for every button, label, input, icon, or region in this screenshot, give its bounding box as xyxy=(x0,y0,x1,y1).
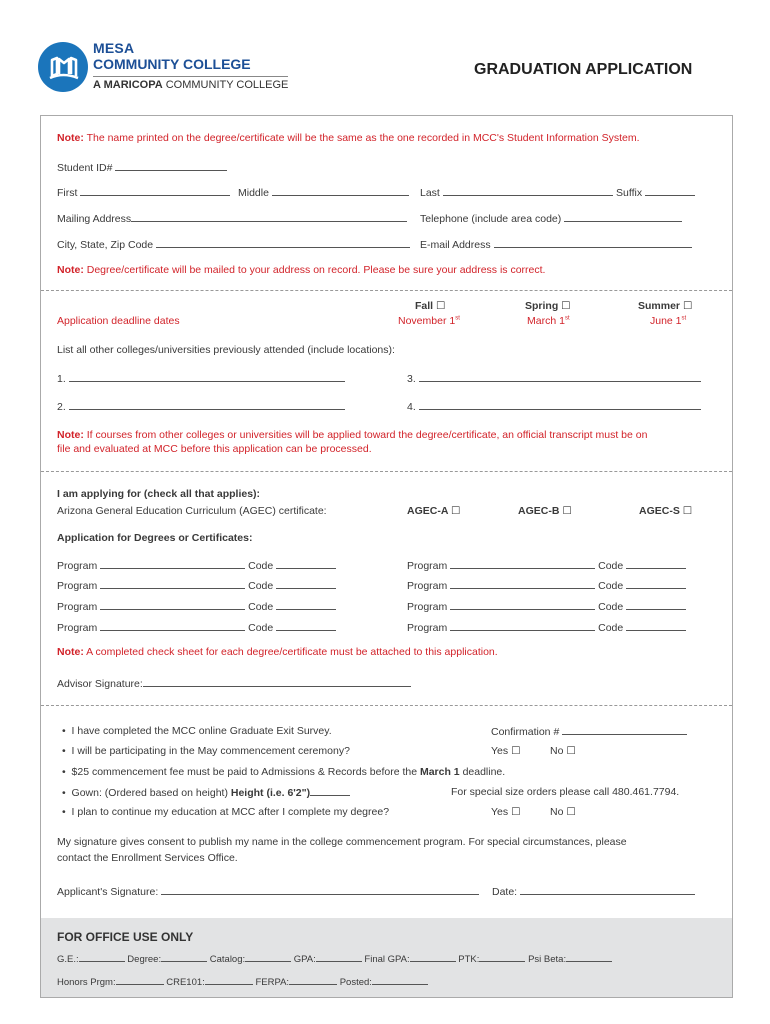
note-transcript-line2: file and evaluated at MCC before this application can be processed. xyxy=(57,443,372,455)
degree-label: Degree: xyxy=(127,954,162,965)
college-2-number: 2. xyxy=(57,401,66,413)
mailing-line[interactable] xyxy=(131,212,407,222)
last-name-field[interactable] xyxy=(420,186,613,199)
code-line[interactable] xyxy=(276,621,336,631)
confirmation-field[interactable] xyxy=(491,725,687,738)
agec-a-option[interactable] xyxy=(407,505,460,517)
yes-label: Yes xyxy=(491,745,509,757)
college-4-field[interactable] xyxy=(407,400,701,413)
height-line[interactable] xyxy=(310,786,350,796)
ordinal-suffix: st xyxy=(564,315,570,322)
logo-sub-rest: COMMUNITY COLLEGE xyxy=(162,79,289,91)
bullet: • xyxy=(62,806,66,818)
honors-label: Honors Prgm: xyxy=(57,977,116,988)
note-text: Degree/certificate will be mailed to your address on record. Please be sure your address is correct. xyxy=(83,264,546,276)
special-size-text: For special size orders please call 480.461.7794. xyxy=(451,786,680,798)
college-2-line[interactable] xyxy=(69,400,345,410)
city-line[interactable] xyxy=(156,238,410,248)
bullet: • xyxy=(62,787,66,799)
program-line[interactable] xyxy=(450,579,595,589)
office-use-heading: FOR OFFICE USE ONLY xyxy=(57,930,194,944)
degrees-heading: Application for Degrees or Certificates: xyxy=(57,532,253,544)
college-3-line[interactable] xyxy=(419,372,701,382)
ordinal-suffix: st xyxy=(455,315,460,322)
final-gpa-label: Final GPA: xyxy=(364,954,410,965)
bullet-gown[interactable] xyxy=(62,786,350,799)
code-label: Code xyxy=(248,560,274,572)
program-line[interactable] xyxy=(100,579,245,589)
note-text: A completed check sheet for each degree/certificate must be attached to this application. xyxy=(83,646,498,658)
office-row-2 xyxy=(57,975,428,988)
agec-s-label: AGEC-S xyxy=(639,505,680,517)
spring-date: March 1 xyxy=(527,315,565,327)
middle-name-field[interactable] xyxy=(238,186,409,199)
program-label: Program xyxy=(57,601,98,613)
logo-text-college: COMMUNITY COLLEGE xyxy=(93,56,251,72)
college-4-line[interactable] xyxy=(419,400,701,410)
note-label: Note: xyxy=(57,429,84,441)
telephone-field[interactable] xyxy=(420,212,682,225)
yes-checkbox[interactable]: ☐ xyxy=(511,806,521,818)
psi-beta-line[interactable] xyxy=(566,952,612,962)
fall-option[interactable] xyxy=(415,300,445,312)
program-line[interactable] xyxy=(100,600,245,610)
catalog-label: Catalog: xyxy=(209,954,246,965)
cre101-label: CRE101: xyxy=(166,977,205,988)
ferpa-label: FERPA: xyxy=(255,977,290,988)
no-label: No xyxy=(550,745,564,757)
code-label: Code xyxy=(598,601,624,613)
spring-checkbox[interactable]: ☐ xyxy=(561,300,571,312)
code-line[interactable] xyxy=(276,559,336,569)
colleges-list-label: List all other colleges/universities previously attended (include locations): xyxy=(57,344,395,356)
final-gpa-line[interactable] xyxy=(410,952,456,962)
no-label: No xyxy=(550,806,564,818)
continue-yes-option[interactable] xyxy=(491,806,520,818)
survey-text: I have completed the MCC online Graduate Exit Survey. xyxy=(71,725,332,737)
code-label: Code xyxy=(248,622,274,634)
note-label: Note: xyxy=(57,646,84,658)
bullet-continue xyxy=(62,806,389,818)
advisor-signature-field[interactable] xyxy=(57,677,411,690)
agec-a-checkbox[interactable]: ☐ xyxy=(450,505,461,517)
advisor-label: Advisor Signature: xyxy=(57,678,143,690)
program-line[interactable] xyxy=(450,621,595,631)
program-row[interactable] xyxy=(57,600,336,613)
height-label: Height (i.e. 6'2") xyxy=(230,787,311,799)
program-row[interactable] xyxy=(57,559,336,572)
code-line[interactable] xyxy=(626,600,686,610)
suffix-label: Suffix xyxy=(616,187,643,199)
program-row[interactable] xyxy=(57,621,336,634)
ferpa-line[interactable] xyxy=(289,975,337,985)
logo-text-mesa: MESA xyxy=(93,40,135,56)
city-state-zip-field[interactable] xyxy=(57,238,410,251)
college-3-field[interactable] xyxy=(407,372,701,385)
bullet-ceremony xyxy=(62,745,350,757)
page-title: GRADUATION APPLICATION xyxy=(474,61,693,78)
ceremony-no-option[interactable] xyxy=(550,745,576,757)
fee-text-end: deadline. xyxy=(459,766,506,778)
suffix-line[interactable] xyxy=(645,186,695,196)
applicant-signature-field[interactable] xyxy=(57,885,479,898)
ptk-line[interactable] xyxy=(479,952,525,962)
agec-b-label: AGEC-B xyxy=(518,505,560,517)
code-label: Code xyxy=(248,601,274,613)
fall-date: November 1 xyxy=(398,315,456,327)
bullet-fee xyxy=(62,766,505,778)
degree-line[interactable] xyxy=(161,952,207,962)
program-label: Program xyxy=(57,560,98,572)
yes-checkbox[interactable]: ☐ xyxy=(511,745,521,757)
agec-s-option[interactable] xyxy=(639,505,692,517)
email-line[interactable] xyxy=(494,238,692,248)
first-label: First xyxy=(57,187,78,199)
telephone-line[interactable] xyxy=(564,212,682,222)
bullet-survey xyxy=(62,725,332,737)
section-divider xyxy=(41,471,732,472)
section-divider xyxy=(41,290,732,291)
ceremony-yes-option[interactable] xyxy=(491,745,520,757)
spring-deadline xyxy=(527,315,570,327)
code-label: Code xyxy=(598,560,624,572)
program-label: Program xyxy=(57,580,98,592)
code-label: Code xyxy=(598,580,624,592)
date-label: Date: xyxy=(492,886,518,898)
spring-label: Spring xyxy=(525,300,559,312)
continue-text: I plan to continue my education at MCC after I complete my degree? xyxy=(71,806,390,818)
ordinal-suffix: st xyxy=(681,315,687,322)
posted-line[interactable] xyxy=(372,975,428,985)
middle-line[interactable] xyxy=(272,186,409,196)
middle-label: Middle xyxy=(238,187,269,199)
program-row[interactable] xyxy=(57,579,336,592)
program-label: Program xyxy=(407,560,448,572)
fall-deadline xyxy=(398,315,460,327)
student-id-field[interactable] xyxy=(57,161,227,174)
program-row[interactable] xyxy=(407,600,686,613)
note-address xyxy=(57,264,545,276)
fee-deadline: March 1 xyxy=(419,766,460,778)
spring-option[interactable] xyxy=(525,300,571,312)
agec-b-checkbox[interactable]: ☐ xyxy=(562,505,572,517)
deadline-label: Application deadline dates xyxy=(57,315,180,327)
yes-label: Yes xyxy=(491,806,509,818)
bullet: • xyxy=(62,745,66,757)
telephone-label: Telephone (include area code) xyxy=(420,213,562,225)
ge-label: G.E.: xyxy=(57,954,79,965)
fee-text: $25 commencement fee must be paid to Admissions & Records before the xyxy=(71,766,420,778)
summer-option[interactable] xyxy=(638,300,692,312)
fall-label: Fall xyxy=(415,300,434,312)
mailing-address-field[interactable] xyxy=(57,212,407,225)
no-checkbox[interactable]: ☐ xyxy=(566,806,576,818)
college-emblem-icon xyxy=(38,42,88,92)
suffix-field[interactable] xyxy=(616,186,695,199)
last-line[interactable] xyxy=(443,186,613,196)
advisor-line[interactable] xyxy=(143,677,411,687)
fall-checkbox[interactable]: ☐ xyxy=(436,300,446,312)
student-id-label: Student ID# xyxy=(57,162,113,174)
agec-label: Arizona General Education Curriculum (AGEC) certificate: xyxy=(57,505,327,517)
program-label: Program xyxy=(407,601,448,613)
cre101-line[interactable] xyxy=(205,975,253,985)
program-line[interactable] xyxy=(100,559,245,569)
summer-deadline xyxy=(650,315,686,327)
program-line[interactable] xyxy=(100,621,245,631)
psi-beta-label: Psi Beta: xyxy=(528,954,567,965)
note-check-sheet xyxy=(57,646,498,658)
email-field[interactable] xyxy=(420,238,692,251)
date-field[interactable] xyxy=(492,885,695,898)
confirmation-line[interactable] xyxy=(562,725,687,735)
program-row[interactable] xyxy=(407,579,686,592)
college-1-field[interactable] xyxy=(57,372,345,385)
posted-label: Posted: xyxy=(339,977,372,988)
email-label: E-mail Address xyxy=(420,239,491,251)
city-label: City, State, Zip Code xyxy=(57,239,154,251)
ceremony-text: I will be participating in the May commencement ceremony? xyxy=(71,745,350,757)
date-line[interactable] xyxy=(520,885,695,895)
summer-checkbox[interactable]: ☐ xyxy=(682,300,693,312)
applicant-sig-line[interactable] xyxy=(161,885,479,895)
logo-divider xyxy=(93,76,288,77)
confirmation-label: Confirmation # xyxy=(491,726,560,738)
note-text: The name printed on the degree/certificate will be the same as the one recorded in MCC's Student Information System. xyxy=(83,132,640,144)
agec-a-label: AGEC-A xyxy=(407,505,449,517)
gpa-line[interactable] xyxy=(316,952,362,962)
college-2-field[interactable] xyxy=(57,400,345,413)
bullet: • xyxy=(62,766,66,778)
catalog-line[interactable] xyxy=(245,952,291,962)
program-row[interactable] xyxy=(407,621,686,634)
last-label: Last xyxy=(420,187,440,199)
summer-label: Summer xyxy=(638,300,681,312)
note-name xyxy=(57,132,640,144)
agec-b-option[interactable] xyxy=(518,505,572,517)
student-id-line[interactable] xyxy=(115,161,227,171)
note-text: If courses from other colleges or universities will be applied toward the degree/certificate, an official transcript must be on xyxy=(83,429,648,441)
mailing-label: Mailing Address xyxy=(57,213,132,225)
first-line[interactable] xyxy=(80,186,230,196)
consent-text-line1: My signature gives consent to publish my name in the college commencement program. For special circumstances, please xyxy=(57,836,627,848)
note-label: Note: xyxy=(57,264,84,276)
consent-text-line2: contact the Enrollment Services Office. xyxy=(57,852,238,864)
code-line[interactable] xyxy=(276,600,336,610)
office-row-1 xyxy=(57,952,612,965)
logo-sub-bold: A MARICOPA xyxy=(93,79,163,91)
college-3-number: 3. xyxy=(407,373,416,385)
agec-s-checkbox[interactable]: ☐ xyxy=(682,505,693,517)
ptk-label: PTK: xyxy=(458,954,480,965)
note-label: Note: xyxy=(57,132,84,144)
program-label: Program xyxy=(407,580,448,592)
honors-line[interactable] xyxy=(116,975,164,985)
college-4-number: 4. xyxy=(407,401,416,413)
gpa-label: GPA: xyxy=(293,954,316,965)
code-label: Code xyxy=(248,580,274,592)
code-line[interactable] xyxy=(626,621,686,631)
logo-subtitle xyxy=(93,79,288,91)
ge-line[interactable] xyxy=(79,952,125,962)
section-divider xyxy=(41,705,732,706)
continue-no-option[interactable] xyxy=(550,806,576,818)
college-1-line[interactable] xyxy=(69,372,345,382)
program-label: Program xyxy=(407,622,448,634)
college-1-number: 1. xyxy=(57,373,66,385)
code-line[interactable] xyxy=(626,559,686,569)
first-name-field[interactable] xyxy=(57,186,230,199)
no-checkbox[interactable]: ☐ xyxy=(566,745,576,757)
summer-date: June 1 xyxy=(650,315,682,327)
code-line[interactable] xyxy=(276,579,336,589)
bullet: • xyxy=(62,725,66,737)
program-line[interactable] xyxy=(450,600,595,610)
note-transcript xyxy=(57,429,647,441)
program-label: Program xyxy=(57,622,98,634)
code-label: Code xyxy=(598,622,624,634)
code-line[interactable] xyxy=(626,579,686,589)
applicant-sig-label: Applicant's Signature: xyxy=(57,886,159,898)
gown-text: Gown: (Ordered based on height) xyxy=(71,787,231,799)
program-line[interactable] xyxy=(450,559,595,569)
program-row[interactable] xyxy=(407,559,686,572)
applying-heading: I am applying for (check all that applies): xyxy=(57,488,261,500)
